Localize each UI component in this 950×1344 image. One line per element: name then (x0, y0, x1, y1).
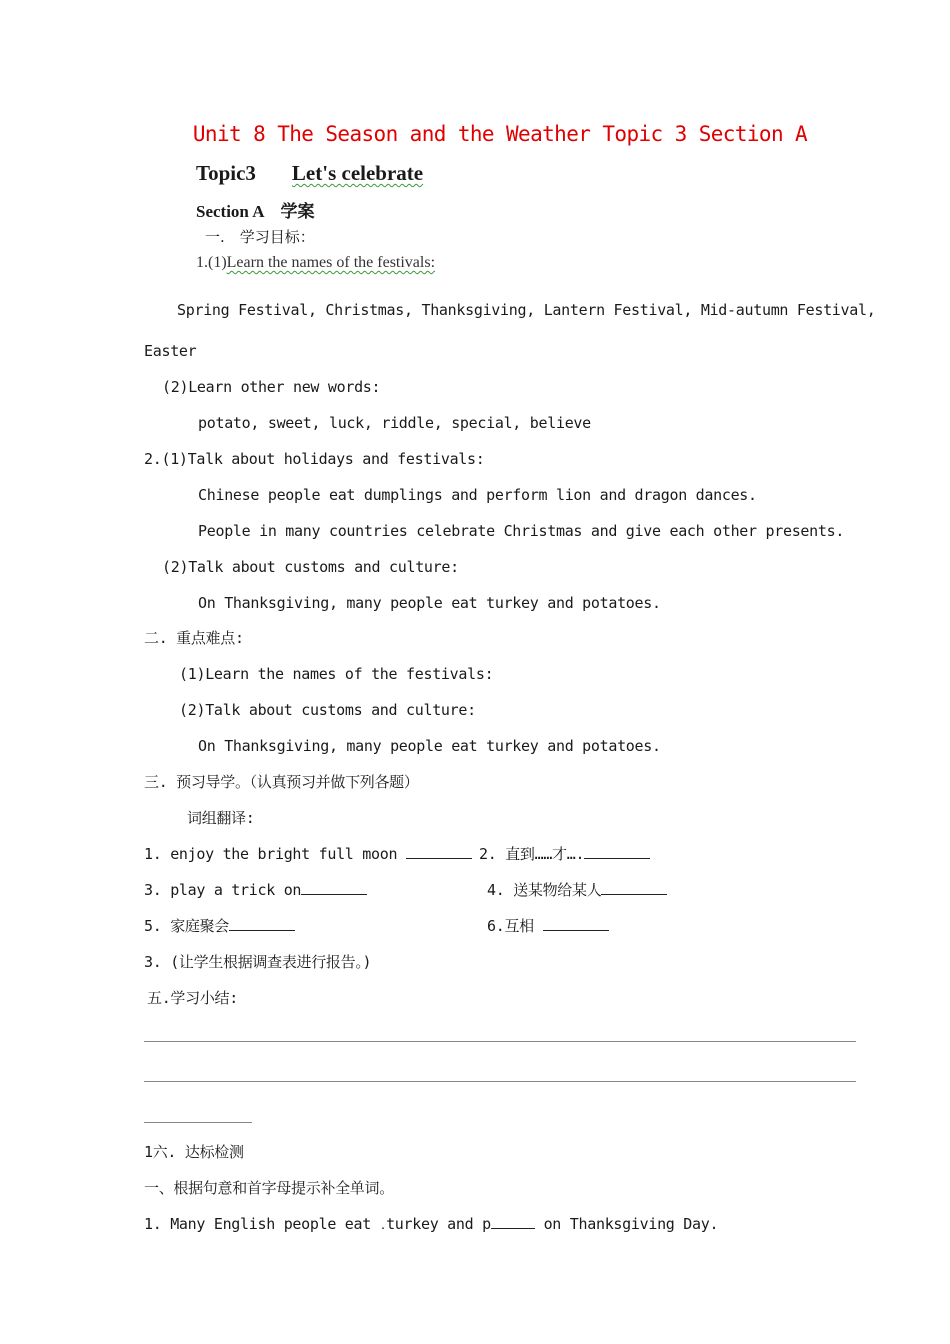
phrase-4 (487, 880, 667, 900)
objective-1b: (2)Learn other new words: (162, 378, 381, 396)
phrase-5 (144, 916, 295, 936)
key-points-heading: 二. 重点难点: (144, 629, 244, 647)
summary-line-2[interactable] (144, 1081, 856, 1082)
answer-blank-3[interactable] (301, 880, 367, 895)
phrase-1 (144, 844, 472, 864)
phrase-3-text: 3. play a trick on (144, 881, 302, 899)
answer-blank-6[interactable] (543, 916, 609, 931)
example-3: On Thanksgiving, many people eat turkey and potatoes. (198, 594, 661, 612)
test-q1-part-c: on Thanksgiving Day. (534, 1215, 719, 1233)
festivals-list-line1: Spring Festival, Christmas, Thanksgiving, Lantern Festival, Mid-autumn Festival, (177, 301, 876, 319)
document-title: Unit 8 The Season and the Weather Topic 3 Section A (192, 122, 808, 146)
objective-1-text: Learn the names of the festivals: (226, 254, 436, 271)
phrase-1-text: 1. enjoy the bright full moon (144, 845, 398, 863)
test-heading: 1六. 达标检测 (144, 1143, 244, 1161)
answer-blank-2[interactable] (584, 844, 650, 859)
summary-heading: 五.学习小结: (147, 989, 238, 1007)
topic-number: Topic3 (196, 161, 256, 185)
phrase-2-text: 2. 直到……才…. (479, 845, 585, 863)
preview-heading: 三. 预习导学。（认真预习并做下列各题） (144, 773, 419, 791)
new-words: potato, sweet, luck, riddle, special, believe (198, 414, 591, 432)
example-1: Chinese people eat dumplings and perform lion and dragon dances. (198, 486, 757, 504)
test-question-1 (144, 1214, 718, 1236)
objective-2a: 2.(1)Talk about holidays and festivals: (144, 450, 485, 468)
test-q1-dot: . (379, 1219, 387, 1232)
test-q1-part-a: 1. Many English people eat (144, 1215, 380, 1233)
answer-blank-1[interactable] (406, 844, 472, 859)
objective-1 (196, 253, 435, 273)
section-heading: Section A 学案 (196, 202, 315, 221)
objective-1-label: 1.(1) (196, 254, 227, 271)
phrase-6 (487, 916, 609, 936)
example-2: People in many countries celebrate Christmas and give each other presents. (198, 522, 845, 540)
phrase-6-text: 6.互相 (487, 917, 534, 935)
key-point-2: (2)Talk about customs and culture: (179, 701, 476, 719)
summary-line-1[interactable] (144, 1041, 856, 1042)
key-point-1: (1)Learn the names of the festivals: (179, 665, 494, 683)
objective-2b: (2)Talk about customs and culture: (162, 558, 459, 576)
festivals-list-line2: Easter (144, 342, 197, 360)
phrase-2 (479, 844, 650, 864)
objectives-heading: 一. 学习目标： (205, 228, 315, 246)
test-q1-blank[interactable] (491, 1214, 535, 1229)
test-instruction: 一、根据句意和首字母提示补全单词。 (144, 1179, 394, 1197)
test-q1-part-b: turkey and p (386, 1215, 491, 1233)
summary-line-3[interactable] (144, 1122, 252, 1123)
phrase-5-text: 5. 家庭聚会 (144, 917, 229, 935)
topic-name: Let's celebrate (291, 161, 424, 185)
phrase-translation-label: 词组翻译: (187, 809, 255, 827)
topic-heading (196, 163, 423, 183)
key-point-3: On Thanksgiving, many people eat turkey and potatoes. (198, 737, 661, 755)
phrase-3 (144, 880, 367, 900)
report-instruction: 3. (让学生根据调查表进行报告。) (144, 953, 372, 971)
answer-blank-4[interactable] (601, 880, 667, 895)
phrase-4-text: 4. 送某物给某人 (487, 881, 602, 899)
answer-blank-5[interactable] (229, 916, 295, 931)
